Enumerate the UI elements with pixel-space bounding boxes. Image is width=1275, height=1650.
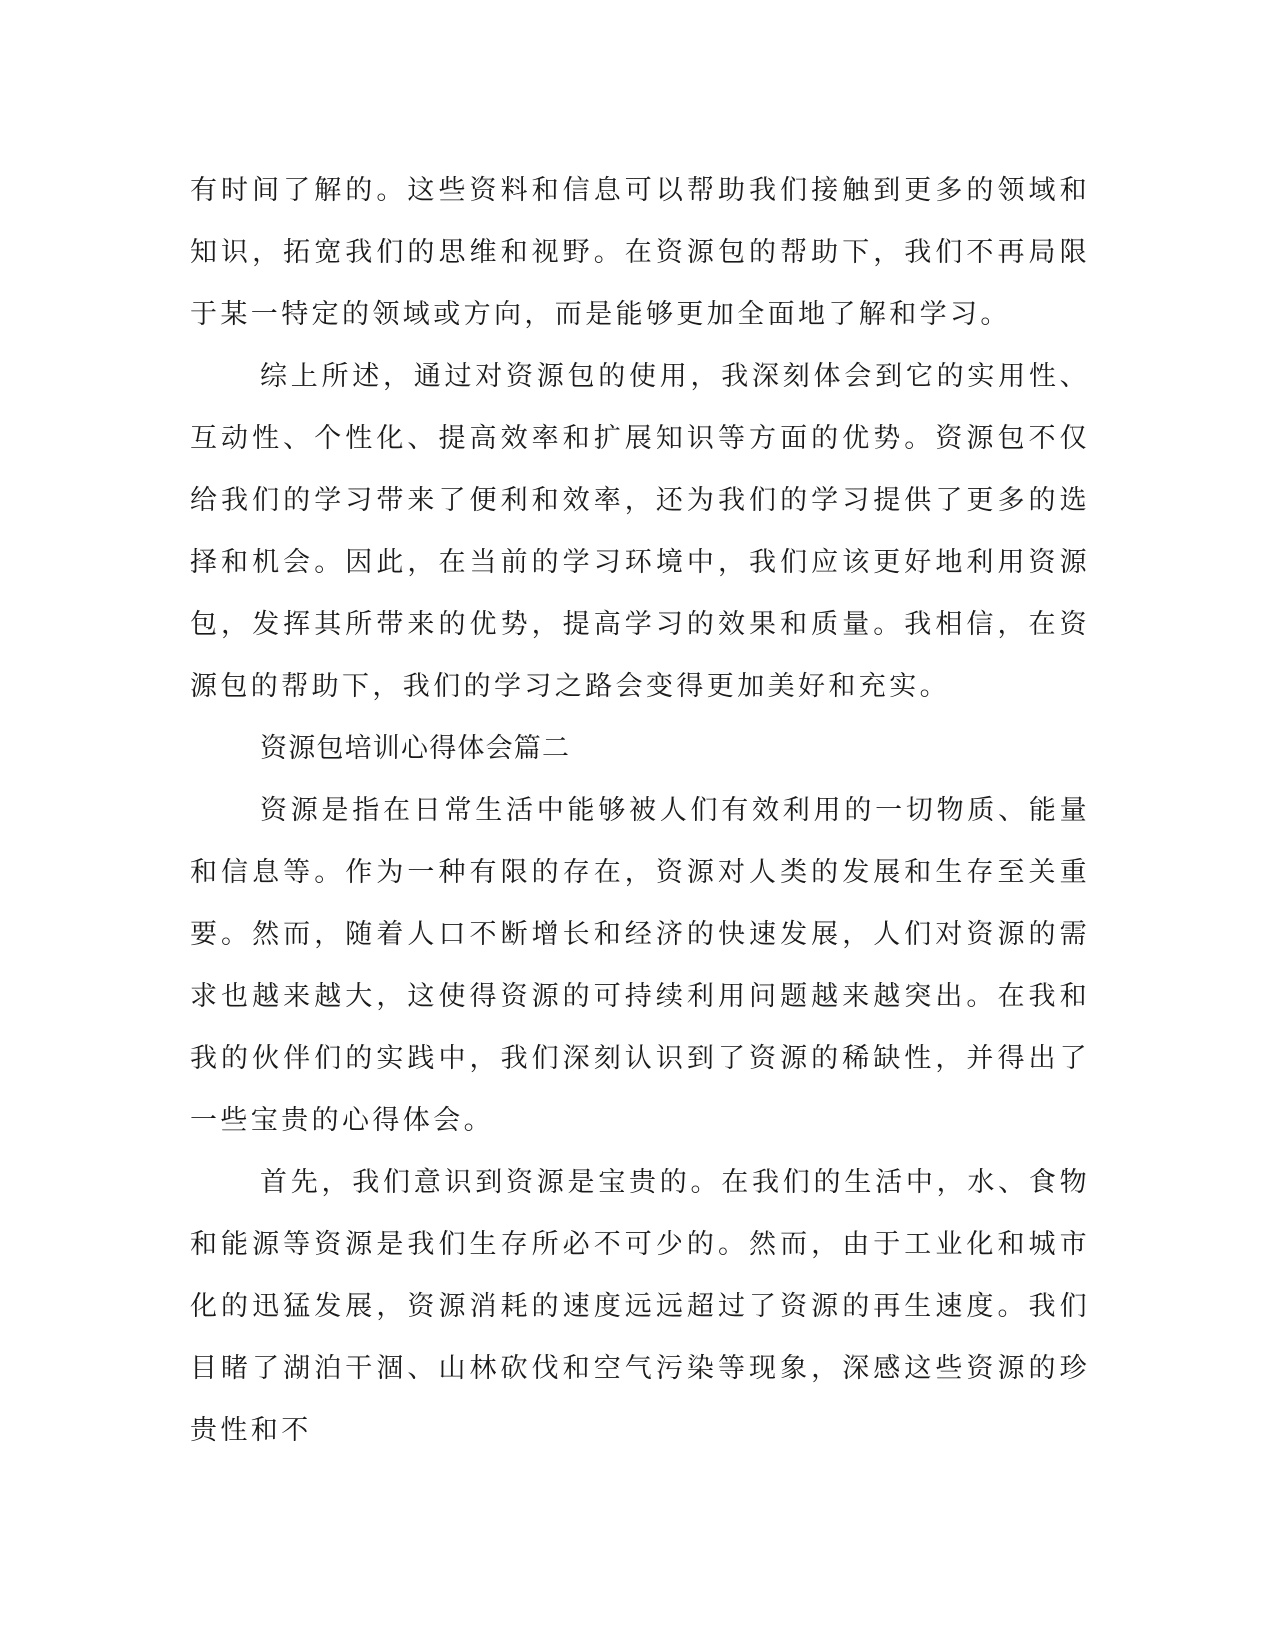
paragraph-summary: 综上所述，通过对资源包的使用，我深刻体会到它的实用性、互动性、个性化、提高效率和扩展知识等方面的优势。资源包不仅给我们的学习带来了便利和效率，还为我们的学习提供了更多的选择和机会。因此，在当前的学习环境中，我们应该更好地利用资源包，发挥其所带来的优势，提高学习的效果和质量。我相信，在资源包的帮助下，我们的学习之路会变得更加美好和充实。 <box>190 361 1090 702</box>
paragraph-resources-intro: 资源是指在日常生活中能够被人们有效利用的一切物质、能量和信息等。作为一种有限的存在，资源对人类的发展和生存至关重要。然而，随着人口不断增长和经济的快速发展，人们对资源的需求也越来越大，这使得资源的可持续利用问题越来越突出。在我和我的伙伴们的实践中，我们深刻认识到了资源的稀缺性，并得出了一些宝贵的心得体会。 <box>190 795 1090 1136</box>
paragraph-first-point: 首先，我们意识到资源是宝贵的。在我们的生活中，水、食物和能源等资源是我们生存所必不可少的。然而，由于工业化和城市化的迅猛发展，资源消耗的速度远远超过了资源的再生速度。我们目睹了湖泊干涸、山林砍伐和空气污染等现象，深感这些资源的珍贵性和不 <box>190 1167 1090 1446</box>
document-body <box>190 160 1090 1462</box>
paragraph-continuation: 有时间了解的。这些资料和信息可以帮助我们接触到更多的领域和知识，拓宽我们的思维和视野。在资源包的帮助下，我们不再局限于某一特定的领域或方向，而是能够更加全面地了解和学习。 <box>190 175 1090 330</box>
section-heading: 资源包培训心得体会篇二 <box>260 733 571 764</box>
